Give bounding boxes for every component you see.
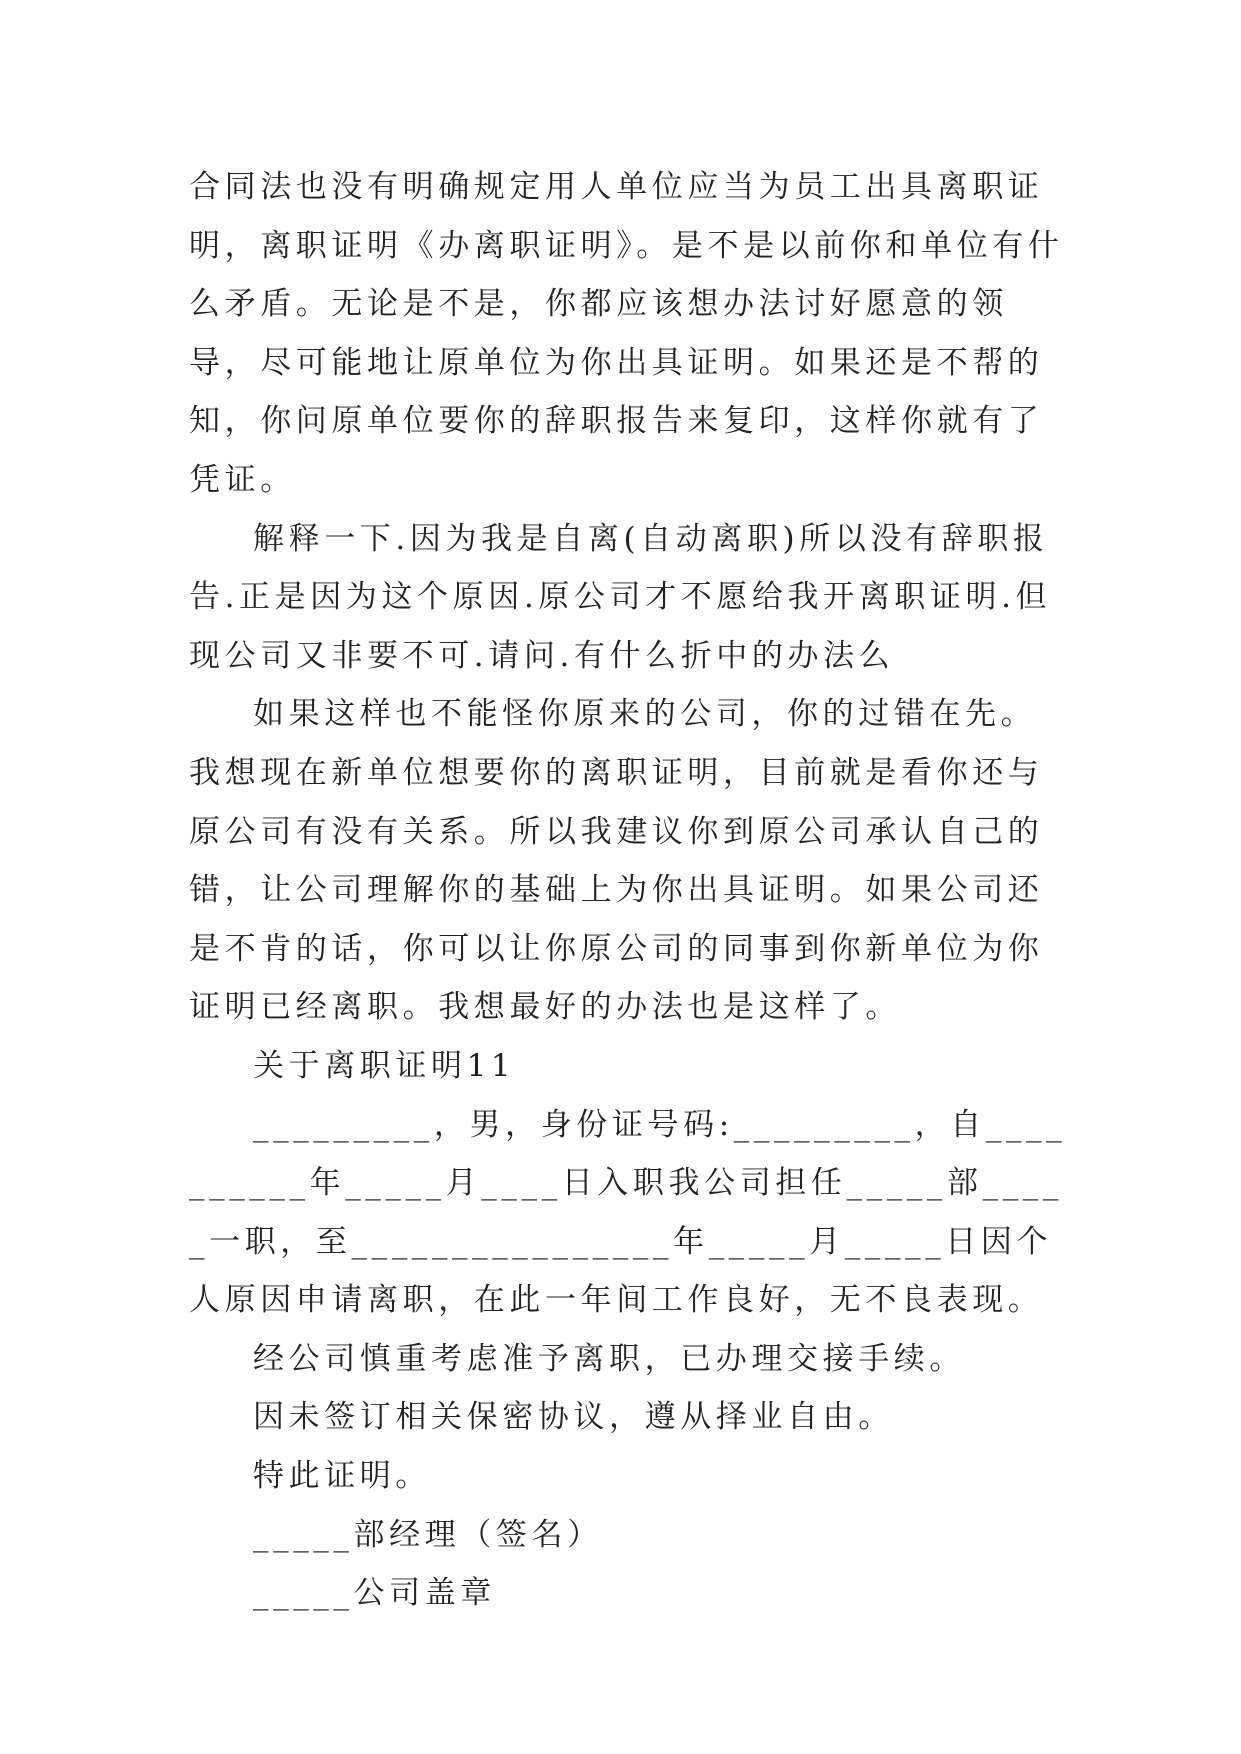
- paragraph-answer: 如果这样也不能怪你原来的公司，你的过错在先。我想现在新单位想要你的离职证明，目前就是看你还与原公司有没有关系。所以我建议你到原公司承认自己的错，让公司理解你的基础上为你出具证明。如果公司还是不肯的话，你可以让你原公司的同事到你新单位为你证明已经离职。我想最好的办法也是这样了。: [189, 696, 1044, 1026]
- manager-signature-line: _____部经理（签名）: [253, 1516, 603, 1553]
- paragraph-question: 解释一下.因为我是自离(自动离职)所以没有辞职报告.正是因为这个原因.原公司才不愿给我开离职证明.但现公司又非要不可.请问.有什么折中的办法么: [189, 520, 1052, 674]
- company-seal-line: _____公司盖章: [253, 1575, 496, 1612]
- certificate-approval: 经公司慎重考虑准予离职，已办理交接手续。: [253, 1340, 965, 1377]
- certificate-body: _________，男，身份证号码:_________，自__________年_____月____日入职我公司担任_____部_____一职，至________________年_____月_____日因个人原因申请离职，在此一年间工作良好，无不良表现。: [189, 1106, 1067, 1319]
- certificate-confidentiality: 因未签订相关保密协议，遵从择业自由。: [253, 1399, 894, 1436]
- section-heading: 关于离职证明11: [253, 1047, 516, 1084]
- document-body: [189, 158, 1069, 1623]
- paragraph-legal-advice: 合同法也没有明确规定用人单位应当为员工出具离职证明，离职证明《办离职证明》。是不是以前你和单位有什么矛盾。无论是不是，你都应该想办法讨好愿意的领导，尽可能地让原单位为你出具证明。如果还是不帮的知，你问原单位要你的辞职报告来复印，这样你就有了凭证。: [189, 169, 1064, 498]
- certificate-closing: 特此证明。: [253, 1458, 431, 1495]
